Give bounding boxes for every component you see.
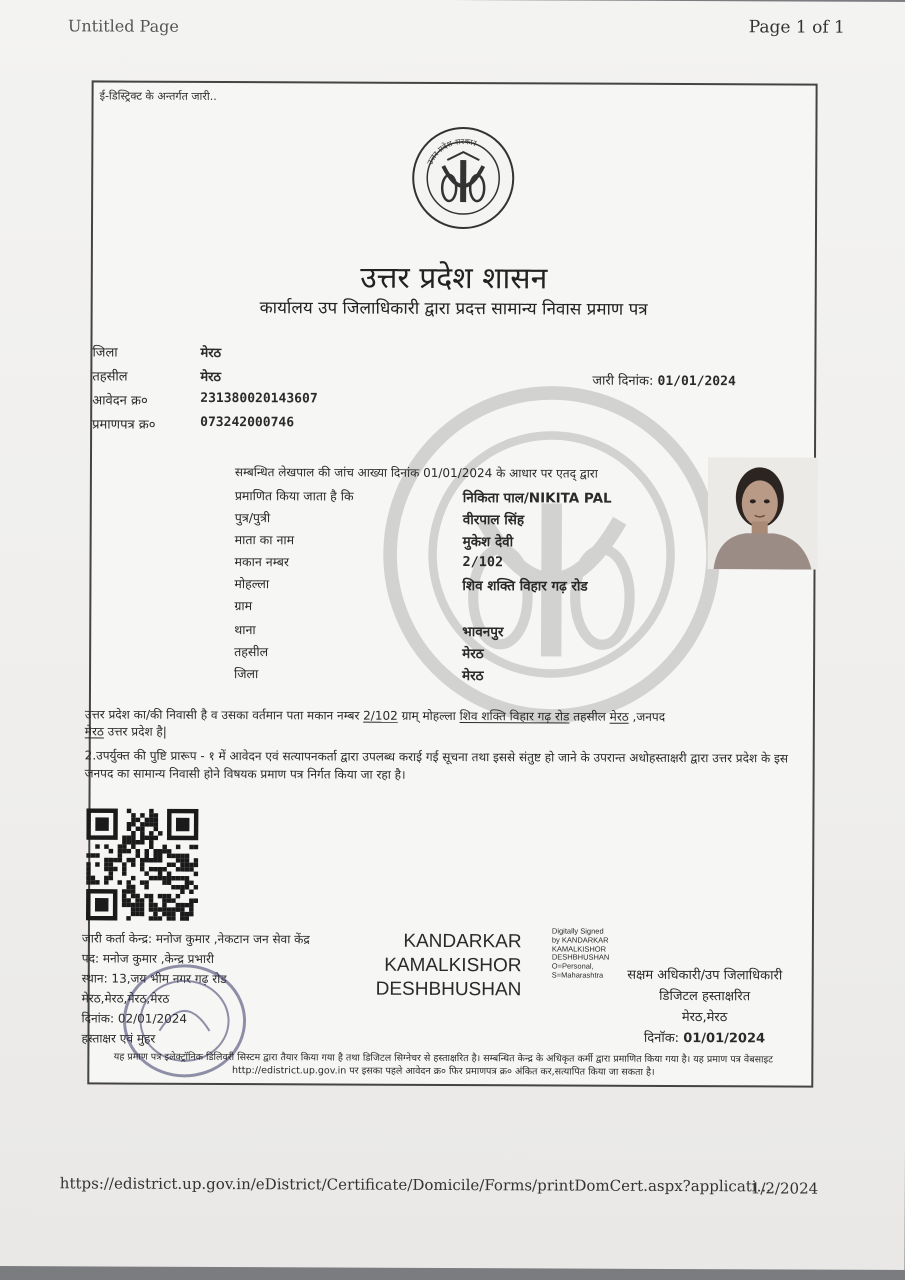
verification-intro: सम्बन्धित लेखपाल की जांच आख्या दिनांक 01/01/2024 के आधार पर एतद् द्वारा (234, 465, 598, 481)
field-police-station: थाना भावनपुर (234, 622, 504, 641)
verification-footnote: यह प्रमाण पत्र इलेक्ट्रॉनिक डिलिवरी सिस्टम द्वारा तैयार किया गया है तथा डिजिटल सिग्नेचर से हस्ताक्षरित है। सम्बन्धित केन्द्र के अधिकृत कर्मी द्वारा प्रमाणित किया गया है। यह प्रमाण पत्र वेबसाइट http://edistrict.up.gov.in पर इसका पहले आवेदन क्र० फिर प्रमाणपत्र क्र० अंकित कर,सत्यापित किया जा सकता है। (113, 1051, 774, 1078)
up-govt-emblem-icon (411, 126, 515, 230)
digital-signer-name: KANDARKAR KAMALKISHOR DESHBHUSHAN (375, 930, 522, 1001)
watermark-emblem-icon (381, 384, 722, 725)
field-district: जिला मेरठ (234, 666, 484, 685)
qr-code[interactable] (86, 808, 198, 920)
issuer-place: स्थान: 13,जय भीम नगर गढ़ रोड (81, 971, 227, 987)
footer-date: 1/2/2024 (750, 1179, 819, 1198)
footer-url[interactable]: https://edistrict.up.gov.in/eDistrict/Certificate/Domicile/Forms/printDomCert.aspx?applicati... (59, 1174, 771, 1196)
page-header-pagenum: Page 1 of 1 (748, 17, 845, 38)
field-village: ग्राम (234, 598, 253, 614)
field-name: प्रमाणित किया जाता है कि निकिता पाल/NIKITA PAL (234, 488, 612, 507)
digital-signature-details: Digitally Signed by KANDARKAR KAMALKISHOR DESHBHUSHAN O=Personal, S=Maharashtra (551, 926, 610, 980)
applicant-photo (708, 457, 818, 569)
certificate-subtitle: कार्यालय उप जिलाधिकारी द्वारा प्रदत्त सामान्य निवास प्रमाण पत्र (259, 298, 648, 320)
certificate-frame: ई-डिस्ट्रिक्ट के अन्तर्गत जारी.. उत्तर प्रदेश सरकार उत्तर प्रदेश शासन कार्यालय उप जिलाधिकारी द्वारा प्रदत्त सामान्य निवास प्रमाण पत्र जिला मेरठ तहसील मेरठ आवेदन क्र० 231380020143607 प्रमाणपत्र क्र० 073242000746 जारी दिनांक: 01/01/2024 सम्बन्धित लेखपाल की जांच आख्या दिनांक 01/01/2024 के आधार पर एतद् द्वारा प्रमाणित किया जाता है कि निकिता पाल/NIKITA PAL पुत्र/पुत्री वीरपाल सिंह माता का नाम मुकेश देवी मकान नम्बर 2/102 मोहल्ला शिव शक्ति विहार गढ़ रोड ग्राम थाना भावनपुर तहसील मेरठ जिला मेरठ उत्तर प्रदेश का/की निवासी है व उसका वर्तमान पता मकान नम्बर 2/102 ग्राम् मोहल्ला शिव शक्ति विहार गढ़ रोड तहसील मेरठ ,जनपद मेरठ उत्तर प्रदेश है| 2.उपर्युक्त की पुष्टि प्रारूप - १ में आवेदन एवं सत्यापनकर्ता द्वारा उपलब्ध कराई गई सूचना तथा इससे संतुष्ट हो जाने के उपरान्त अधोहस्ताक्षरी द्वारा उत्तर प्रदेश के इस जनपद का सामान्य निवासी होने विषयक प्रमाण पत्र निर्गत किया जा रहा है। जारी कर्ता केन्द्र: मनोज कुमार ,नेकटान जन सेवा केंद्र पद: मनोज कुमार ,केन्द्र प्रभारी स्थान: 13,जय भीम नगर गढ़ रोड मेरठ,मेरठ,मेरठ,मेरठ दिनांक: 02/01/2024 हस्ताक्षर एवं मुहर KANDARKAR KAMALKISHOR DESHBHUSHAN Digitally Signed by KANDARKAR KAMALKISHOR DESHBHUSHAN O=Personal, S=Maharashtra सक्षम अधिकारी/उप जिलाधिकारी डिजिटल हस्ताक्षरित मेरठ,मेरठ दिनॉक: 01/01/2024 यह प्रमाण पत्र इलेक्ट्रॉनिक डिलिवरी सिस्टम द्वारा तैयार किया गया है तथा डिजिटल सिग्नेचर से हस्ताक्षरित है। सम्बन्धित केन्द्र के अधिकृत कर्मी द्वारा प्रमाणित किया गया है। यह प्रमाण पत्र वेबसाइट http://edistrict.up.gov.in पर इसका पहले आवेदन क्र० फिर प्रमाणपत्र क्र० अंकित कर,सत्यापित किया जा सकता है। (87, 80, 817, 1087)
issuer-sign-label: हस्ताक्षर एवं मुहर (81, 1031, 156, 1046)
field-house-no: मकान नम्बर 2/102 (234, 554, 504, 571)
field-mother: माता का नाम मुकेश देवी (234, 532, 514, 551)
verification-statement: 2.उपर्युक्त की पुष्टि प्रारूप - १ में आवेदन एवं सत्यापनकर्ता द्वारा उपलब्ध कराई गई सूचना तथा इससे संतुष्ट हो जाने के उपरान्त अधोहस्ताक्षरी द्वारा उत्तर प्रदेश के इस जनपद का सामान्य निवासी होने विषयक प्रमाण पत्र निर्गत किया जा रहा है। (84, 748, 789, 782)
field-mohalla: मोहल्ला शिव शक्ति विहार गढ़ रोड (234, 576, 588, 595)
issuer-address: मेरठ,मेरठ,मेरठ,मेरठ (81, 991, 170, 1006)
certificate-title: उत्तर प्रदेश शासन (360, 260, 548, 297)
page-header-title: Untitled Page (67, 16, 179, 36)
issue-date: जारी दिनांक: 01/01/2024 (592, 373, 736, 390)
issuer-date: दिनांक: 02/01/2024 (81, 1011, 188, 1026)
svg-text:उत्तर प्रदेश सरकार: उत्तर प्रदेश सरकार (425, 136, 478, 167)
field-parent: पुत्र/पुत्री वीरपाल सिंह (234, 510, 525, 529)
issuer-center: जारी कर्ता केन्द्र: मनोज कुमार ,नेकटान जन सेवा केंद्र (81, 931, 310, 947)
field-tehsil: तहसील मेरठ (234, 644, 484, 663)
residence-statement: उत्तर प्रदेश का/की निवासी है व उसका वर्तमान पता मकान नम्बर 2/102 ग्राम् मोहल्ला शिव शक्ति विहार गढ़ रोड तहसील मेरठ ,जनपद मेरठ उत्तर प्रदेश है| (84, 707, 666, 739)
issuer-post: पद: मनोज कुमार ,केन्द्र प्रभारी (81, 951, 215, 966)
edistrict-tagline: ई-डिस्ट्रिक्ट के अन्तर्गत जारी.. (99, 89, 217, 103)
competent-officer-block: सक्षम अधिकारी/उप जिलाधिकारी डिजिटल हस्ताक्षरित मेरठ,मेरठ दिनॉक: 01/01/2024 (627, 967, 783, 1047)
